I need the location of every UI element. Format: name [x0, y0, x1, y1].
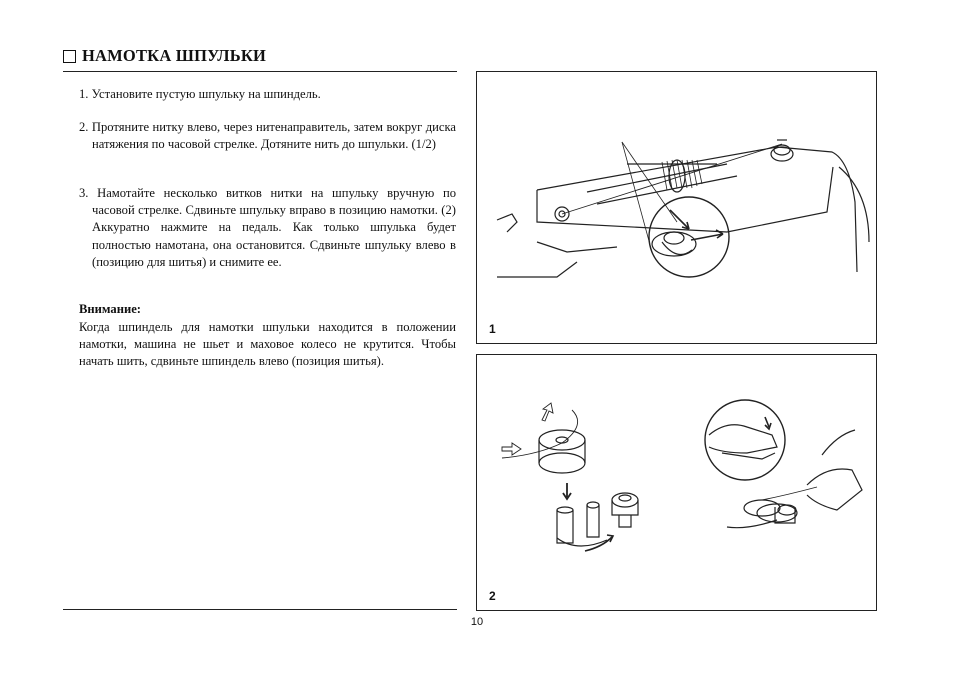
figure-2-label: 2	[489, 589, 496, 603]
section-heading	[63, 46, 266, 66]
bottom-divider-left	[63, 609, 457, 610]
bobbin-placement-illustration	[477, 355, 876, 610]
figure-1	[476, 71, 877, 344]
attention-title: Внимание:	[79, 302, 141, 316]
page-title: НАМОТКА ШПУЛЬКИ	[82, 46, 267, 65]
attention-text: Когда шпиндель для намотки шпульки находится в положении намотки, машина не шьет и маховое колесо не крутится. Чтобы начать шить, сдвиньте шпиндель влево (позиция шитья).	[79, 320, 456, 369]
step-1: 1. Установите пустую шпульку на шпиндель.	[79, 87, 321, 101]
checkbox-square-icon	[63, 50, 76, 63]
bobbin-winding-machine-illustration	[477, 72, 876, 343]
heading-divider	[63, 71, 457, 72]
figure-2	[476, 354, 877, 611]
figure-1-label: 1	[489, 322, 496, 336]
page-number: 10	[470, 616, 484, 628]
step-3: 3. Намотайте несколько витков нитки на шпульку вручную по часовой стрелке. Сдвиньте шпульку вправо в позицию намотки. (2) Аккуратно нажмите на педаль. Как только шпулька будет полностью намотана, она остановится. Сдвиньте шпульку влево в (позицию для шитья) и снимите ее.	[79, 186, 456, 269]
step-2: 2. Протяните нитку влево, через нитенаправитель, затем вокруг диска натяжения по часовой стрелке. Дотяните нить до шпульки. (1/2)	[79, 120, 456, 152]
